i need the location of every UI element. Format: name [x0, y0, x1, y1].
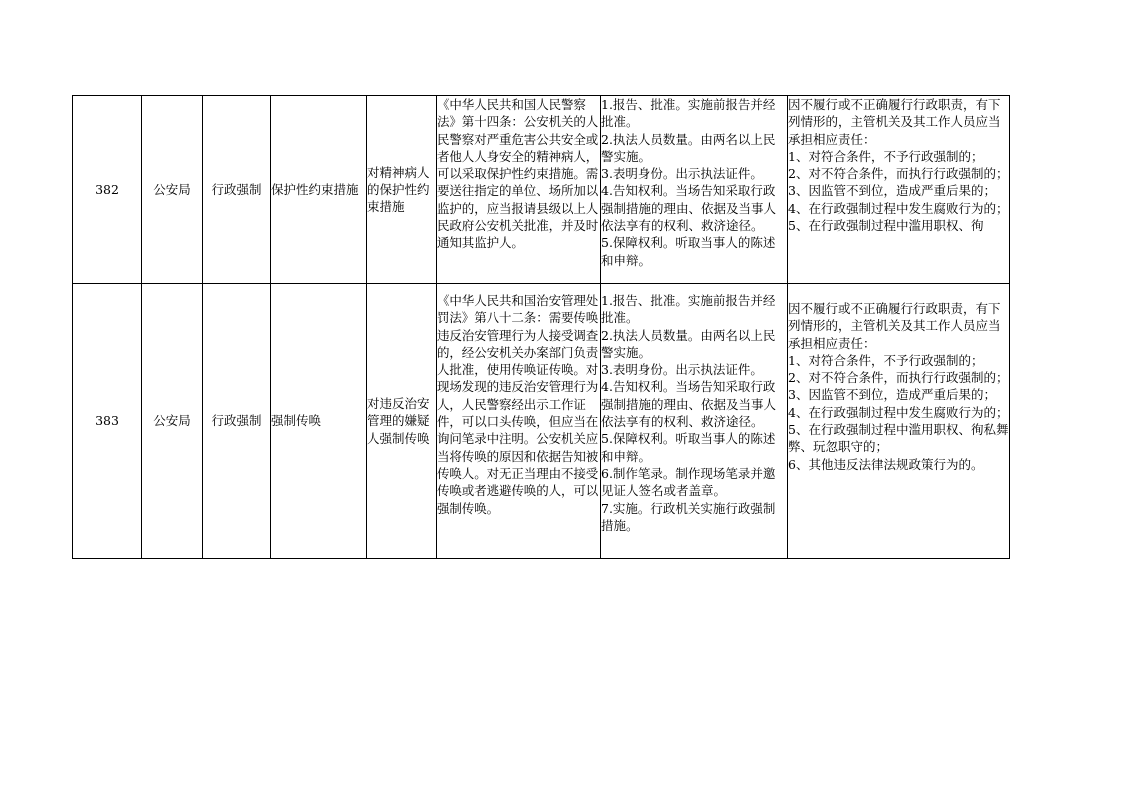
department-cell	[142, 96, 203, 284]
responsibility-text: 因不履行或不正确履行行政职责，有下列情形的，主管机关及其工作人员应当承担相应责任： 1、对符合条件，不予行政强制的； 2、对不符合条件，而执行行政强制的； 3、因监管不到位，造成严重后果的； 4、在行政强制过程中发生腐败行为的； 5、在行政强制过程中滥用职权、徇	[788, 97, 1009, 234]
department: 公安局	[153, 413, 191, 429]
department: 公安局	[153, 181, 191, 197]
process-steps: 1.报告、批准。实施前报告并经批准。 2.执法人员数量。由两名以上民警实施。 3.表明身份。出示执法证件。 4.告知权利。当场告知采取行政强制措施的理由、依据及当事人依法享有的权利、救济途径。 5.保障权利。听取当事人的陈述和申辩。	[601, 97, 777, 268]
process-cell	[601, 284, 788, 559]
legal-basis: 《中华人民共和国治安管理处罚法》第八十二条：需要传唤违反治安管理行为人接受调查的，经公安机关办案部门负责人批准，使用传唤证传唤。对现场发现的违反治安管理行为人，人民警察经出示工作证件，可以口头传唤，但应当在询问笔录中注明。公安机关应当将传唤的原因和依据告知被传唤人。对无正当理由不接受传唤或者逃避传唤的人，可以强制传唤。	[437, 293, 599, 516]
power-sub-item: 对精神病人的保护性约束措施	[367, 164, 430, 215]
responsibility-text: 因不履行或不正确履行行政职责，有下列情形的，主管机关及其工作人员应当承担相应责任： 1、对符合条件，不予行政强制的； 2、对不符合条件，而执行行政强制的； 3、因监管不到位，造成严重后果的； 4、在行政强制过程中发生腐败行为的； 5、在行政强制过程中滥用职权、徇私舞弊、玩忽职守的； 6、其他违反法律法规政策行为的。	[788, 301, 1009, 472]
row-number: 382	[95, 181, 119, 197]
process-steps: 1.报告、批准。实施前报告并经批准。 2.执法人员数量。由两名以上民警实施。 3.表明身份。出示执法证件。 4.告知权利。当场告知采取行政强制措施的理由、依据及当事人依法享有的权利、救济途径。 5.保障权利。听取当事人的陈述和申辩。 6.制作笔录。制作现场笔录并邀见证人签名或者盖章。 7.实施。行政机关实施行政强制措施。	[601, 293, 777, 533]
row-number: 383	[95, 413, 119, 429]
sub-item-cell	[367, 96, 437, 284]
legal-basis: 《中华人民共和国人民警察法》第十四条：公安机关的人民警察对严重危害公共安全或者他人人身安全的精神病人，可以采取保护性约束措施。需要送往指定的单位、场所加以监护的，应当报请县级以上人民政府公安机关批准，并及时通知其监护人。	[437, 97, 599, 251]
row-number-cell	[73, 96, 142, 284]
table-row	[73, 284, 1010, 559]
power-category: 行政强制	[211, 413, 262, 429]
item-cell	[271, 96, 367, 284]
department-cell	[142, 284, 203, 559]
category-cell	[203, 96, 271, 284]
sub-item-cell	[367, 284, 437, 559]
power-item: 强制传唤	[271, 413, 322, 429]
power-sub-item: 对违反治安管理的嫌疑人强制传唤	[367, 396, 430, 446]
process-cell	[601, 96, 788, 284]
power-category: 行政强制	[211, 181, 262, 197]
table-row	[73, 96, 1010, 284]
responsibility-cell	[788, 284, 1010, 559]
responsibility-cell	[788, 96, 1010, 284]
legal-basis-cell	[437, 96, 601, 284]
category-cell	[203, 284, 271, 559]
power-list-table	[72, 95, 1010, 559]
row-number-cell	[73, 284, 142, 559]
power-item: 保护性约束措施	[271, 181, 359, 197]
legal-basis-cell	[437, 284, 601, 559]
item-cell	[271, 284, 367, 559]
